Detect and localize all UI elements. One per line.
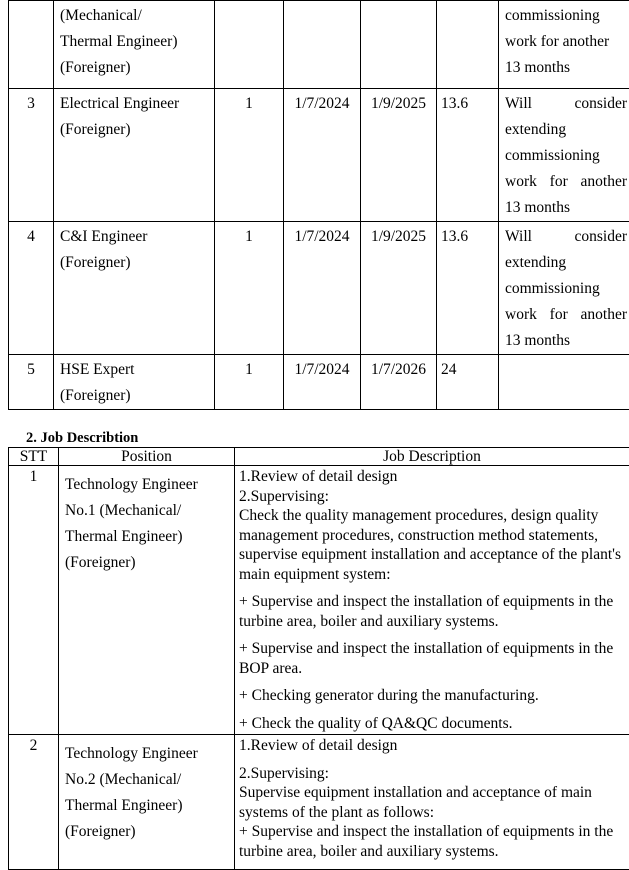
months-cell: 24 [437, 355, 499, 410]
start-date-cell: 1/7/2024 [284, 222, 361, 355]
note-line: 13 months [505, 328, 627, 354]
note-line: work for another [505, 29, 627, 55]
end-date-cell: 1/7/2026 [361, 355, 437, 410]
row-number [9, 1, 54, 89]
table-row [9, 1, 629, 89]
note-cell [499, 89, 629, 222]
header-position: Position [59, 448, 235, 466]
description-line: + Checking generator during the manufacturing. [239, 686, 625, 706]
note-line: extending [505, 250, 627, 276]
note-line: 13 months [505, 195, 627, 221]
row-number: 4 [9, 222, 54, 355]
position-cell [59, 466, 235, 735]
description-line: 2.Supervising: [239, 487, 625, 507]
position-cell [54, 222, 215, 355]
section-title: 2. Job Describtion [26, 430, 138, 447]
row-number: 2 [9, 735, 59, 870]
row-number: 1 [9, 466, 59, 735]
note-line: 13 months [505, 55, 627, 81]
table-header-row [9, 448, 629, 466]
row-number: 5 [9, 355, 54, 410]
row-number: 3 [9, 89, 54, 222]
quantity-cell: 1 [215, 89, 284, 222]
position-line: (Foreigner) [60, 117, 208, 143]
description-paragraph: Supervise equipment installation and acceptance of main systems of the plant as follows: [239, 783, 625, 822]
start-date-cell: 1/7/2024 [284, 355, 361, 410]
note-line: Will consider [505, 224, 627, 250]
description-line: 1.Review of detail design [239, 736, 625, 756]
description-cell [235, 735, 629, 870]
quantity-cell: 1 [215, 222, 284, 355]
header-stt: STT [9, 448, 59, 466]
end-date-cell [361, 1, 437, 89]
months-cell: 13.6 [437, 89, 499, 222]
position-cell [59, 735, 235, 870]
position-line: C&I Engineer [60, 224, 208, 250]
note-line: Will consider [505, 91, 627, 117]
start-date-cell: 1/7/2024 [284, 89, 361, 222]
position-cell [54, 89, 215, 222]
note-line: commissioning [505, 3, 627, 29]
note-line: work for another [505, 169, 627, 195]
description-paragraph: + Supervise and inspect the installation of equipments in the BOP area. [239, 639, 625, 678]
note-line: commissioning [505, 276, 627, 302]
description-paragraph: Check the quality management procedures, design quality management procedures, construction method statements, supervise equipment installation and acceptance of the plant's main equipment system: [239, 506, 625, 584]
position-line: Technology Engineer [65, 472, 228, 498]
position-line: (Foreigner) [60, 55, 208, 81]
end-date-cell: 1/9/2025 [361, 222, 437, 355]
note-line: commissioning [505, 143, 627, 169]
position-line: (Foreigner) [60, 250, 208, 276]
table-row [9, 735, 629, 870]
note-cell [499, 222, 629, 355]
position-line: Thermal Engineer) [65, 524, 228, 550]
note-line: work for another [505, 302, 627, 328]
position-line: (Foreigner) [65, 819, 228, 845]
description-paragraph: + Supervise and inspect the installation of equipments in the turbine area, boiler and auxiliary systems. [239, 592, 625, 631]
table-row [9, 466, 629, 735]
note-line: extending [505, 117, 627, 143]
months-cell: 13.6 [437, 222, 499, 355]
table-row [9, 89, 629, 222]
position-line: HSE Expert [60, 357, 208, 383]
note-cell [499, 1, 629, 89]
position-line: (Mechanical/ [60, 3, 208, 29]
position-cell [54, 355, 215, 410]
position-line: No.2 (Mechanical/ [65, 767, 228, 793]
table-row [9, 355, 629, 410]
description-line: 1.Review of detail design [239, 467, 625, 487]
position-line: No.1 (Mechanical/ [65, 498, 228, 524]
position-line: Technology Engineer [65, 741, 228, 767]
position-cell [54, 1, 215, 89]
quantity-cell: 1 [215, 355, 284, 410]
description-line: 2.Supervising: [239, 764, 625, 784]
description-line: + Check the quality of QA&QC documents. [239, 714, 625, 734]
table-row [9, 222, 629, 355]
position-line: (Foreigner) [65, 550, 228, 576]
position-line: Electrical Engineer [60, 91, 208, 117]
position-line: Thermal Engineer) [65, 793, 228, 819]
position-line: Thermal Engineer) [60, 29, 208, 55]
job-description-table [8, 447, 629, 870]
months-cell [437, 1, 499, 89]
note-cell [499, 355, 629, 410]
staffing-table [8, 0, 629, 410]
quantity-cell [215, 1, 284, 89]
position-line: (Foreigner) [60, 383, 208, 409]
header-description: Job Description [235, 448, 629, 466]
description-cell [235, 466, 629, 735]
end-date-cell: 1/9/2025 [361, 89, 437, 222]
start-date-cell [284, 1, 361, 89]
description-paragraph: + Supervise and inspect the installation of equipments in the turbine area, boiler and auxiliary systems. [239, 822, 625, 861]
